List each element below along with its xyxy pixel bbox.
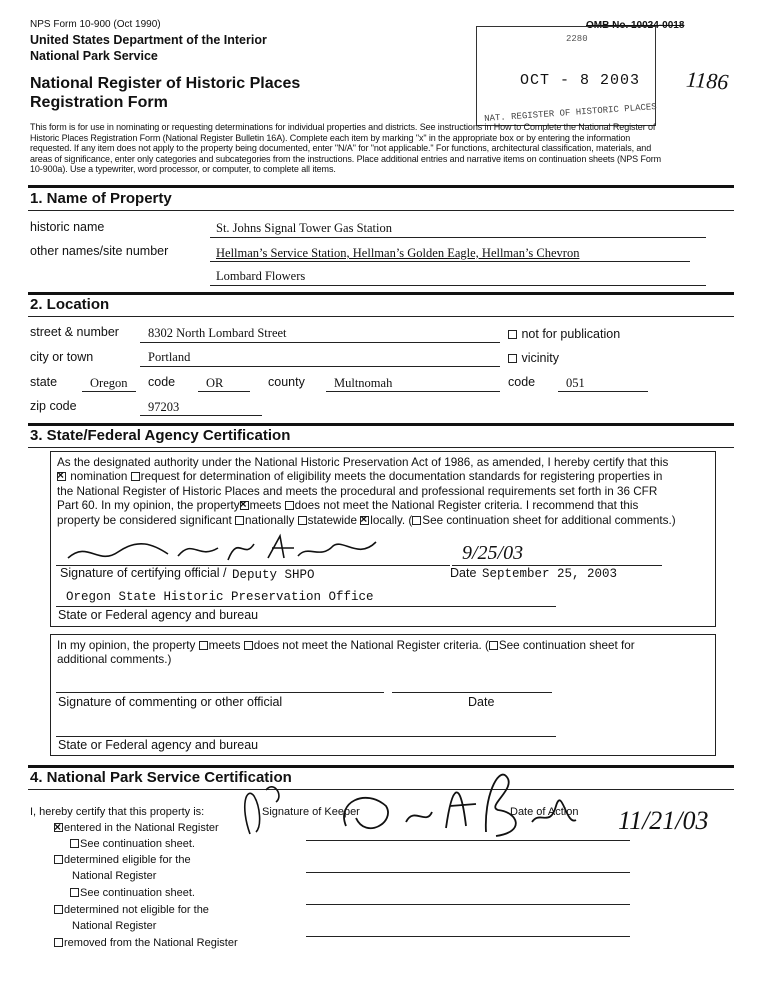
see-continuation-2-checkbox[interactable]: [70, 888, 79, 897]
keeper-signature: [236, 766, 586, 842]
nomination-checkbox[interactable]: [57, 472, 66, 481]
state-code-label: code: [148, 375, 176, 389]
section-rule: [28, 292, 734, 295]
department-name: United States Department of the Interior: [30, 33, 267, 47]
field-line: [198, 391, 250, 392]
entered-checkbox[interactable]: [54, 823, 63, 832]
field-line: [140, 366, 500, 367]
field-line: [558, 391, 648, 392]
intro-text: This form is for use in nominating or requesting determinations for individual properties and districts. See instructions in How to Complete the National Register of Historic Places Registration Form (National Register Bulletin 16A). Complete each item by marking "x" in the appropriate box or by entering the information requested. If any item does not apply to the property being documented, enter "N/A" for "not applicable." For functions, architectural classification, materials, and areas of significance, enter only categories and subcategories from the instructions. Place additional entries and narrative items on continuation sheets (NPS Form 10-900a). Use a typewriter, word processor, or computer, to complete all items.: [30, 122, 662, 175]
field-line: [140, 342, 500, 343]
see-continuation-1: See continuation sheet.: [70, 836, 195, 852]
county-code-value: 051: [566, 376, 585, 390]
nps-certify-statement: I, hereby certify that this property is:: [30, 806, 205, 818]
vicinity-checkbox[interactable]: [508, 354, 517, 363]
opinion-does-not-meet-checkbox[interactable]: [244, 641, 253, 650]
date-of-action-label: Date of Action: [510, 806, 579, 818]
handwritten-reference: 1186: [685, 66, 730, 95]
form-subtitle: Registration Form: [30, 94, 168, 111]
other-names-label: other names/site number: [30, 244, 169, 258]
form-title: National Register of Historic Places: [30, 75, 301, 92]
form-number: NPS Form 10-900 (Oct 1990): [30, 19, 161, 30]
eligible-option: determined eligible for the: [54, 852, 191, 868]
city-value: Portland: [148, 350, 191, 364]
agency-line: [56, 606, 556, 607]
section-rule: [28, 185, 734, 188]
state-code-value: OR: [206, 376, 224, 390]
date-line: [452, 565, 662, 566]
keeper-line-3: [306, 904, 630, 905]
other-names-value-1: Hellman’s Service Station, Hellman’s Golden Eagle, Hellman’s Chevron: [216, 246, 580, 260]
certifying-official-title: Deputy SHPO: [232, 568, 315, 582]
does-not-meet-checkbox[interactable]: [285, 501, 294, 510]
stamp-date: OCT - 8 2003: [520, 72, 641, 89]
section-underline: [28, 447, 734, 448]
historic-name-value: St. Johns Signal Tower Gas Station: [216, 221, 392, 235]
statewide-checkbox[interactable]: [298, 516, 307, 525]
agency-line-2: [56, 736, 556, 737]
not-eligible-checkbox[interactable]: [54, 905, 63, 914]
field-line: [326, 391, 500, 392]
service-name: National Park Service: [30, 49, 158, 63]
section-1-title: 1. Name of Property: [30, 190, 172, 207]
zip-label: zip code: [30, 399, 77, 413]
historic-name-label: historic name: [30, 220, 105, 234]
agency-label: State or Federal agency and bureau: [58, 608, 259, 622]
commenting-date-line: [392, 692, 552, 693]
county-label: county: [268, 375, 305, 389]
see-continuation-1-checkbox[interactable]: [70, 839, 79, 848]
field-line: [210, 237, 706, 238]
date-label: Date: [450, 566, 477, 580]
state-label: state: [30, 375, 58, 389]
county-value: Multnomah: [334, 376, 393, 390]
section-3-title: 3. State/Federal Agency Certification: [30, 427, 291, 444]
not-eligible-option-line2: National Register: [72, 920, 157, 932]
keeper-line-2: [306, 872, 630, 873]
field-line: [140, 415, 262, 416]
stamp-text: NAT. REGISTER OF HISTORIC PLACES: [483, 101, 657, 125]
nationally-checkbox[interactable]: [235, 516, 244, 525]
removed-checkbox[interactable]: [54, 938, 63, 947]
agency-label-2: State or Federal agency and bureau: [58, 738, 259, 752]
zip-value: 97203: [148, 400, 180, 414]
city-label: city or town: [30, 350, 94, 364]
certifying-official-label: Signature of certifying official /: [60, 566, 227, 580]
section-4-title: 4. National Park Service Certification: [30, 769, 292, 786]
locally-checkbox[interactable]: [360, 516, 369, 525]
see-continuation-2: See continuation sheet.: [70, 885, 195, 901]
field-line: [210, 285, 706, 286]
commenting-date-label: Date: [468, 695, 495, 709]
section-2-title: 2. Location: [30, 296, 110, 313]
eligible-checkbox[interactable]: [54, 855, 63, 864]
street-label: street & number: [30, 325, 119, 339]
keeper-line-1: [306, 840, 630, 841]
eligible-option-line2: National Register: [72, 870, 157, 882]
entered-option: ×entered in the National Register: [54, 820, 219, 836]
section-underline: [28, 210, 734, 211]
continuation-checkbox[interactable]: [412, 516, 421, 525]
certification-text: As the designated authority under the National Historic Preservation Act of 1986, as amended, I hereby certify that this × nomination request for determination of eligibility meets the documentation standards for registering properties in the National Register of Historic Places and meets the procedural and professional requirements set forth in 36 CFR Part 60. In my opinion, the property× meets does not meet the National Register criteria. I recommend that this property be considered significant nationally statewide ×locally. ( See continuation sheet for additional comments.): [57, 456, 712, 528]
removed-option: removed from the National Register: [54, 935, 238, 951]
signature-date-handwritten: 9/25/03: [462, 542, 524, 564]
not-for-publication: not for publication: [508, 327, 620, 341]
opinion-text: In my opinion, the property meets does not meet the National Register criteria. ( See continuation sheet for additional comments.): [57, 639, 635, 667]
commenting-signature-line: [56, 692, 384, 693]
not-eligible-option: determined not eligible for the: [54, 902, 209, 918]
omb-number: OMB No. 10024-0018: [586, 20, 685, 31]
opinion-continuation-checkbox[interactable]: [489, 641, 498, 650]
state-value: Oregon: [90, 376, 128, 390]
keeper-line-4: [306, 936, 630, 937]
street-value: 8302 North Lombard Street: [148, 326, 287, 340]
section-underline: [28, 316, 734, 317]
not-for-publication-checkbox[interactable]: [508, 330, 517, 339]
opinion-meets-checkbox[interactable]: [199, 641, 208, 650]
other-names-value-2: Lombard Flowers: [216, 269, 306, 283]
meets-checkbox[interactable]: [240, 501, 249, 510]
keeper-signature-label: Signature of Keeper: [262, 806, 360, 818]
date-value: September 25, 2003: [482, 567, 618, 581]
certifying-official-signature: [58, 530, 398, 570]
vicinity: vicinity: [508, 351, 559, 365]
stamp-number: 2280: [566, 34, 588, 44]
date-of-action-handwritten: 11/21/03: [618, 806, 709, 835]
section-rule: [28, 423, 734, 426]
field-line: [82, 391, 136, 392]
county-code-label: code: [508, 375, 536, 389]
agency-value: Oregon State Historic Preservation Office: [66, 590, 374, 604]
request-checkbox[interactable]: [131, 472, 140, 481]
field-line: [210, 261, 690, 262]
commenting-official-label: Signature of commenting or other official: [58, 695, 283, 709]
